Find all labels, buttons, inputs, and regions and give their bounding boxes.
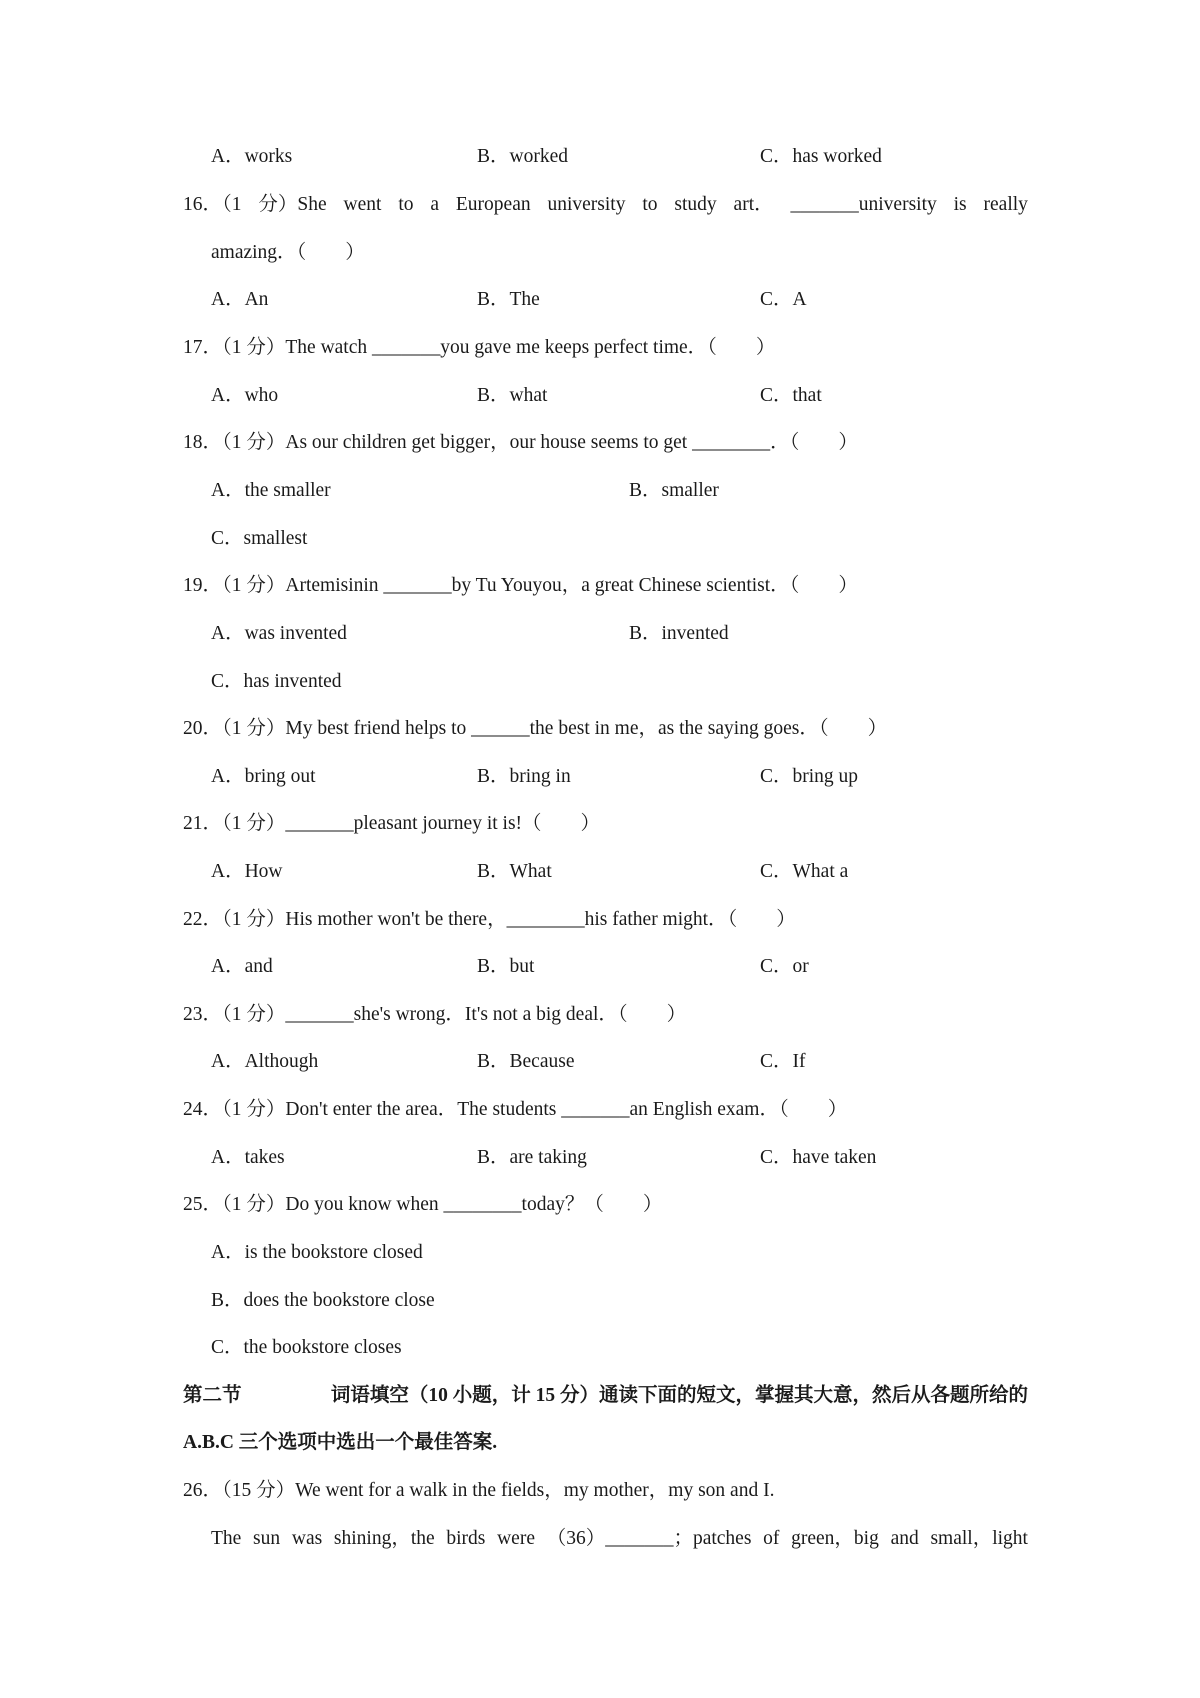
q20-option-a: A．bring out [211,766,316,787]
q22-option-c: C．or [760,956,809,977]
q16-option-c: C．A [760,289,807,310]
q15-option-b: B．worked [477,146,568,167]
q16-word: really [983,194,1028,215]
q16-word: went [343,194,382,215]
q24-stem: 24．（1 分）Don't enter the area．The students _______an English exam．（ ） [183,1099,848,1120]
q16-word: is [953,194,967,215]
passage-word: The [211,1528,242,1549]
passage-word: sun [253,1528,281,1549]
q16-word: university [547,194,626,215]
q20-option-c: C．bring up [760,766,859,787]
passage-word: and [890,1528,919,1549]
q22-option-a: A．and [211,956,273,977]
q16-word: art． [733,194,774,215]
q25-option-a: A．is the bookstore closed [211,1242,423,1263]
q16-word: to [398,194,414,215]
passage-word: shining，the [333,1528,435,1549]
q18-option-b: B．smaller [629,480,719,501]
q16-word: to [642,194,658,215]
q15-option-a: A．works [211,146,293,167]
passage-word: was [291,1528,323,1549]
q22-option-b: B．but [477,956,535,977]
q21-option-a: A．How [211,861,283,882]
q16-word: study [674,194,717,215]
q19-option-c: C．has invented [211,671,342,692]
q23-option-b: B．Because [477,1051,575,1072]
q21-option-c: C．What a [760,861,849,882]
q16-word: 16．（1 [183,194,242,215]
q19-option-a: A．was invented [211,623,347,644]
q17-option-a: A．who [211,385,279,406]
q16-option-b: B．The [477,289,540,310]
passage-word: small，light [930,1528,1028,1549]
section-2-heading [183,1384,1028,1408]
q16-option-a: A．An [211,289,269,310]
q18-stem: 18．（1 分）As our children get bigger，our house seems to get ________．（ ） [183,432,858,453]
q16-stem-continuation: amazing．（ ） [211,242,365,263]
q23-option-c: C．If [760,1051,806,1072]
q16-word: _______university [790,194,937,215]
q25-option-b: B．does the bookstore close [211,1290,435,1311]
q25-stem: 25．（1 分）Do you know when ________today？（ ） [183,1194,663,1215]
q24-option-b: B．are taking [477,1147,587,1168]
q17-stem: 17．（1 分）The watch _______you gave me keeps perfect time．（ ） [183,337,776,358]
q20-stem: 20．（1 分）My best friend helps to ______the best in me，as the saying goes．（ ） [183,718,888,739]
passage-blank-36: （36）_______；patches [546,1528,752,1549]
q21-stem: 21．（1 分）_______pleasant journey it is!（ ） [183,813,601,834]
q20-option-b: B．bring in [477,766,571,787]
q23-option-a: A．Although [211,1051,319,1072]
q24-option-c: C．have taken [760,1147,877,1168]
q16-word: a [430,194,440,215]
passage-word: of [763,1528,780,1549]
q18-option-a: A．the smaller [211,480,331,501]
q15-option-c: C．has worked [760,146,882,167]
q18-option-c: C．smallest [211,528,308,549]
section-2-heading-line-2: A.B.C 三个选项中选出一个最佳答案. [183,1432,498,1453]
q25-option-c: C．the bookstore closes [211,1337,402,1358]
q17-option-b: B．what [477,385,548,406]
q23-stem: 23．（1 分）_______she's wrong．It's not a big deal．（ ） [183,1004,687,1025]
q26-passage-line-1 [211,1527,1028,1551]
q19-option-b: B．invented [629,623,729,644]
q16-stem [183,193,1028,217]
section-2-instructions: 词语填空（10 小题，计 15 分）通读下面的短文，掌握其大意，然后从各题所给的 [330,1385,1028,1406]
q17-option-c: C．that [760,385,822,406]
section-2-label: 第二节 [183,1385,242,1406]
q26-stem: 26．（15 分）We went for a walk in the fields，my mother，my son and I. [183,1480,775,1501]
q19-stem: 19．（1 分）Artemisinin _______by Tu Youyou，a great Chinese scientist．（ ） [183,575,858,596]
q21-option-b: B．What [477,861,552,882]
q16-word: European [455,194,531,215]
q16-word: 分）She [258,194,327,215]
q24-option-a: A．takes [211,1147,285,1168]
passage-word: were [497,1528,535,1549]
passage-word: birds [446,1528,486,1549]
q22-stem: 22．（1 分）His mother won't be there，________his father might．（ ） [183,909,796,930]
passage-word: green，big [791,1528,879,1549]
